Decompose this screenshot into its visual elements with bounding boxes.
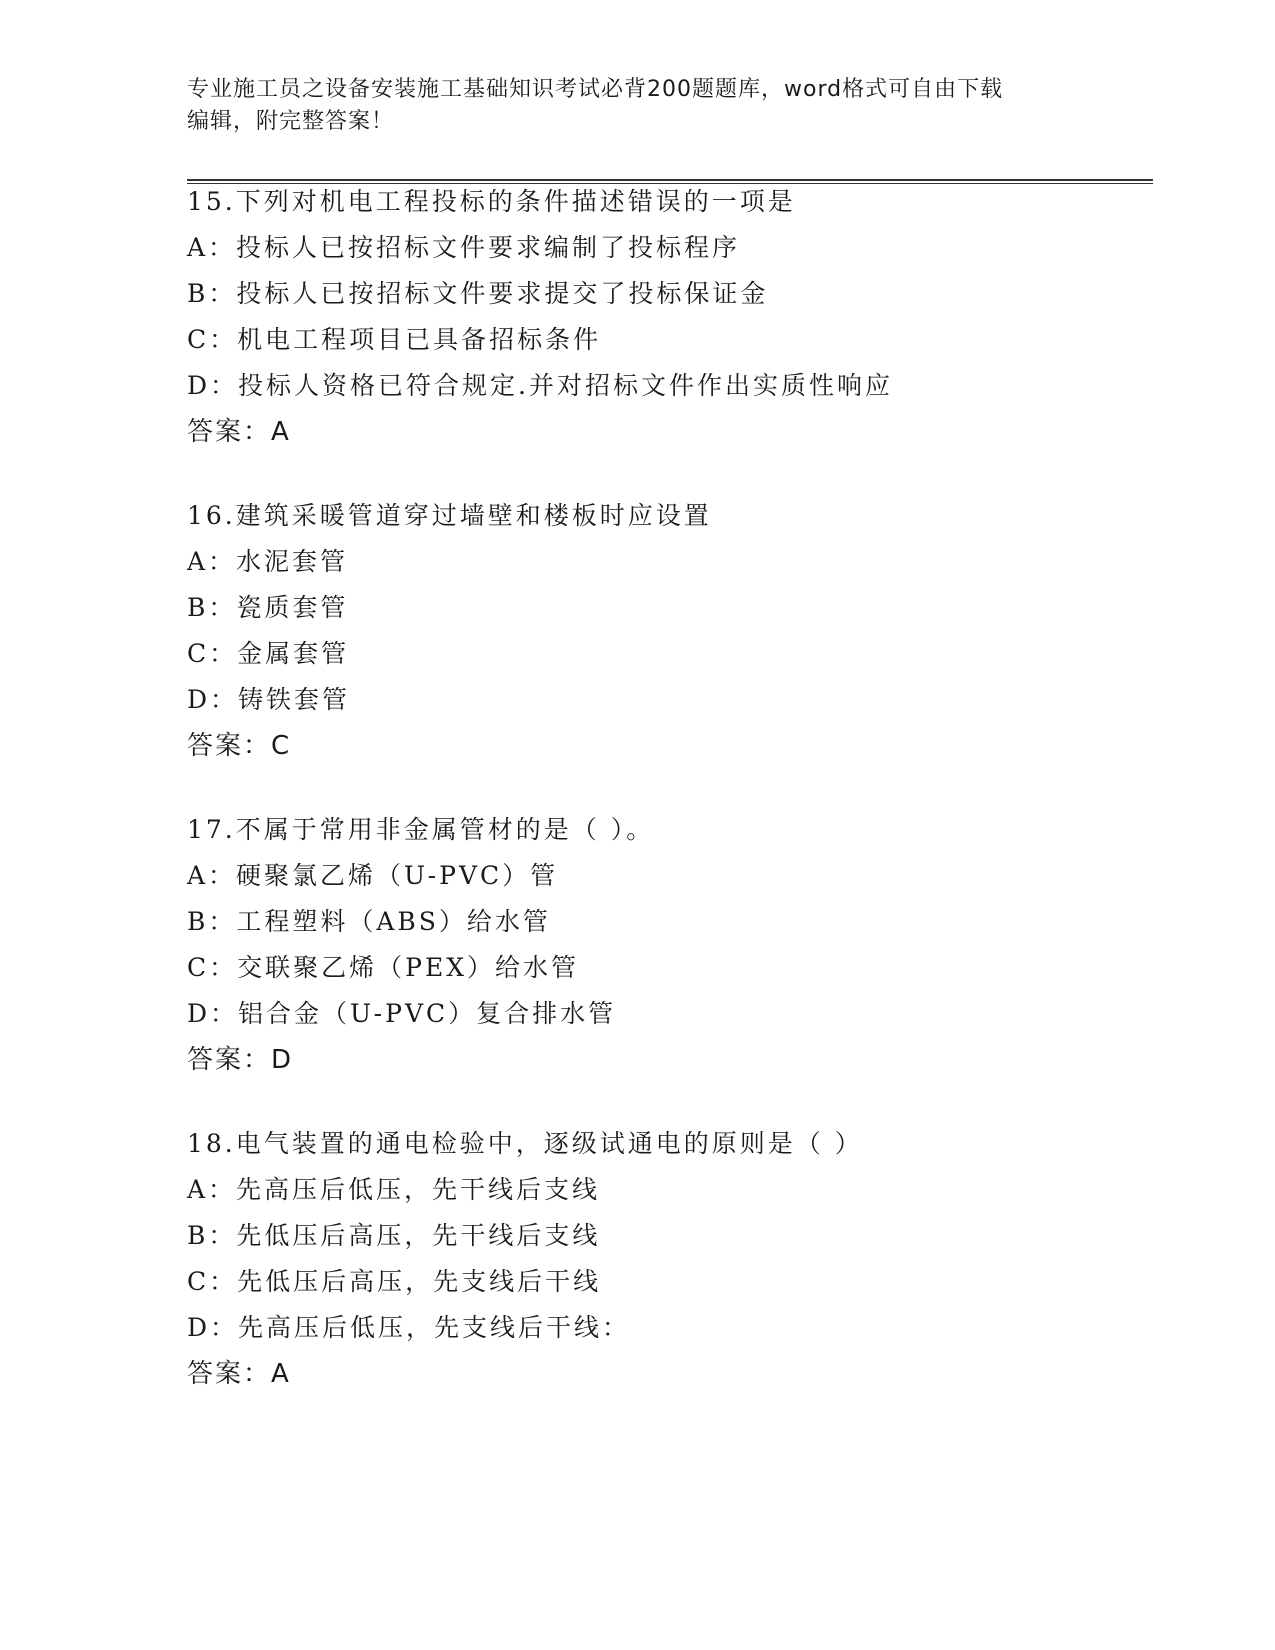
question-stem: 16.建筑采暖管道穿过墙壁和楼板时应设置 [187, 501, 712, 530]
answer-label: 答案：A [187, 1359, 291, 1389]
question-17 [187, 807, 1167, 1083]
answer-label: 答案：C [187, 731, 292, 761]
option-a: A：水泥套管 [187, 547, 349, 576]
header-title-line-2: 编辑，附完整答案！ [187, 109, 395, 134]
header-title-line-1: 专业施工员之设备安装施工基础知识考试必背200题题库，word格式可自由下载 [187, 77, 1004, 102]
option-c: C：先低压后高压，先支线后干线 [187, 1267, 602, 1296]
option-d: D：先高压后低压，先支线后干线： [187, 1313, 631, 1342]
option-b: B：工程塑料（ABS）给水管 [187, 907, 551, 936]
option-d: D：投标人资格已符合规定.并对招标文件作出实质性响应 [187, 371, 893, 400]
option-d: D：铸铁套管 [187, 685, 351, 714]
answer-label: 答案：D [187, 1045, 294, 1075]
option-b: B：投标人已按招标文件要求提交了投标保证金 [187, 279, 769, 308]
question-15 [187, 179, 1167, 455]
question-stem: 15.下列对机电工程投标的条件描述错误的一项是 [187, 187, 796, 216]
question-18 [187, 1121, 1167, 1397]
option-a: A：硬聚氯乙烯（U-PVC）管 [187, 861, 559, 890]
question-16 [187, 493, 1167, 769]
question-stem: 17.不属于常用非金属管材的是（ ）。 [187, 815, 655, 844]
question-stem: 18.电气装置的通电检验中，逐级试通电的原则是（ ） [187, 1129, 863, 1158]
option-c: C：金属套管 [187, 639, 350, 668]
option-a: A：投标人已按招标文件要求编制了投标程序 [187, 233, 741, 262]
answer-label: 答案：A [187, 417, 291, 447]
option-b: B：先低压后高压，先干线后支线 [187, 1221, 601, 1250]
page-header [187, 74, 1087, 138]
option-b: B：瓷质套管 [187, 593, 349, 622]
option-d: D：铝合金（U-PVC）复合排水管 [187, 999, 617, 1028]
option-c: C：交联聚乙烯（PEX）给水管 [187, 953, 579, 982]
option-a: A：先高压后低压，先干线后支线 [187, 1175, 601, 1204]
option-c: C：机电工程项目已具备招标条件 [187, 325, 602, 354]
